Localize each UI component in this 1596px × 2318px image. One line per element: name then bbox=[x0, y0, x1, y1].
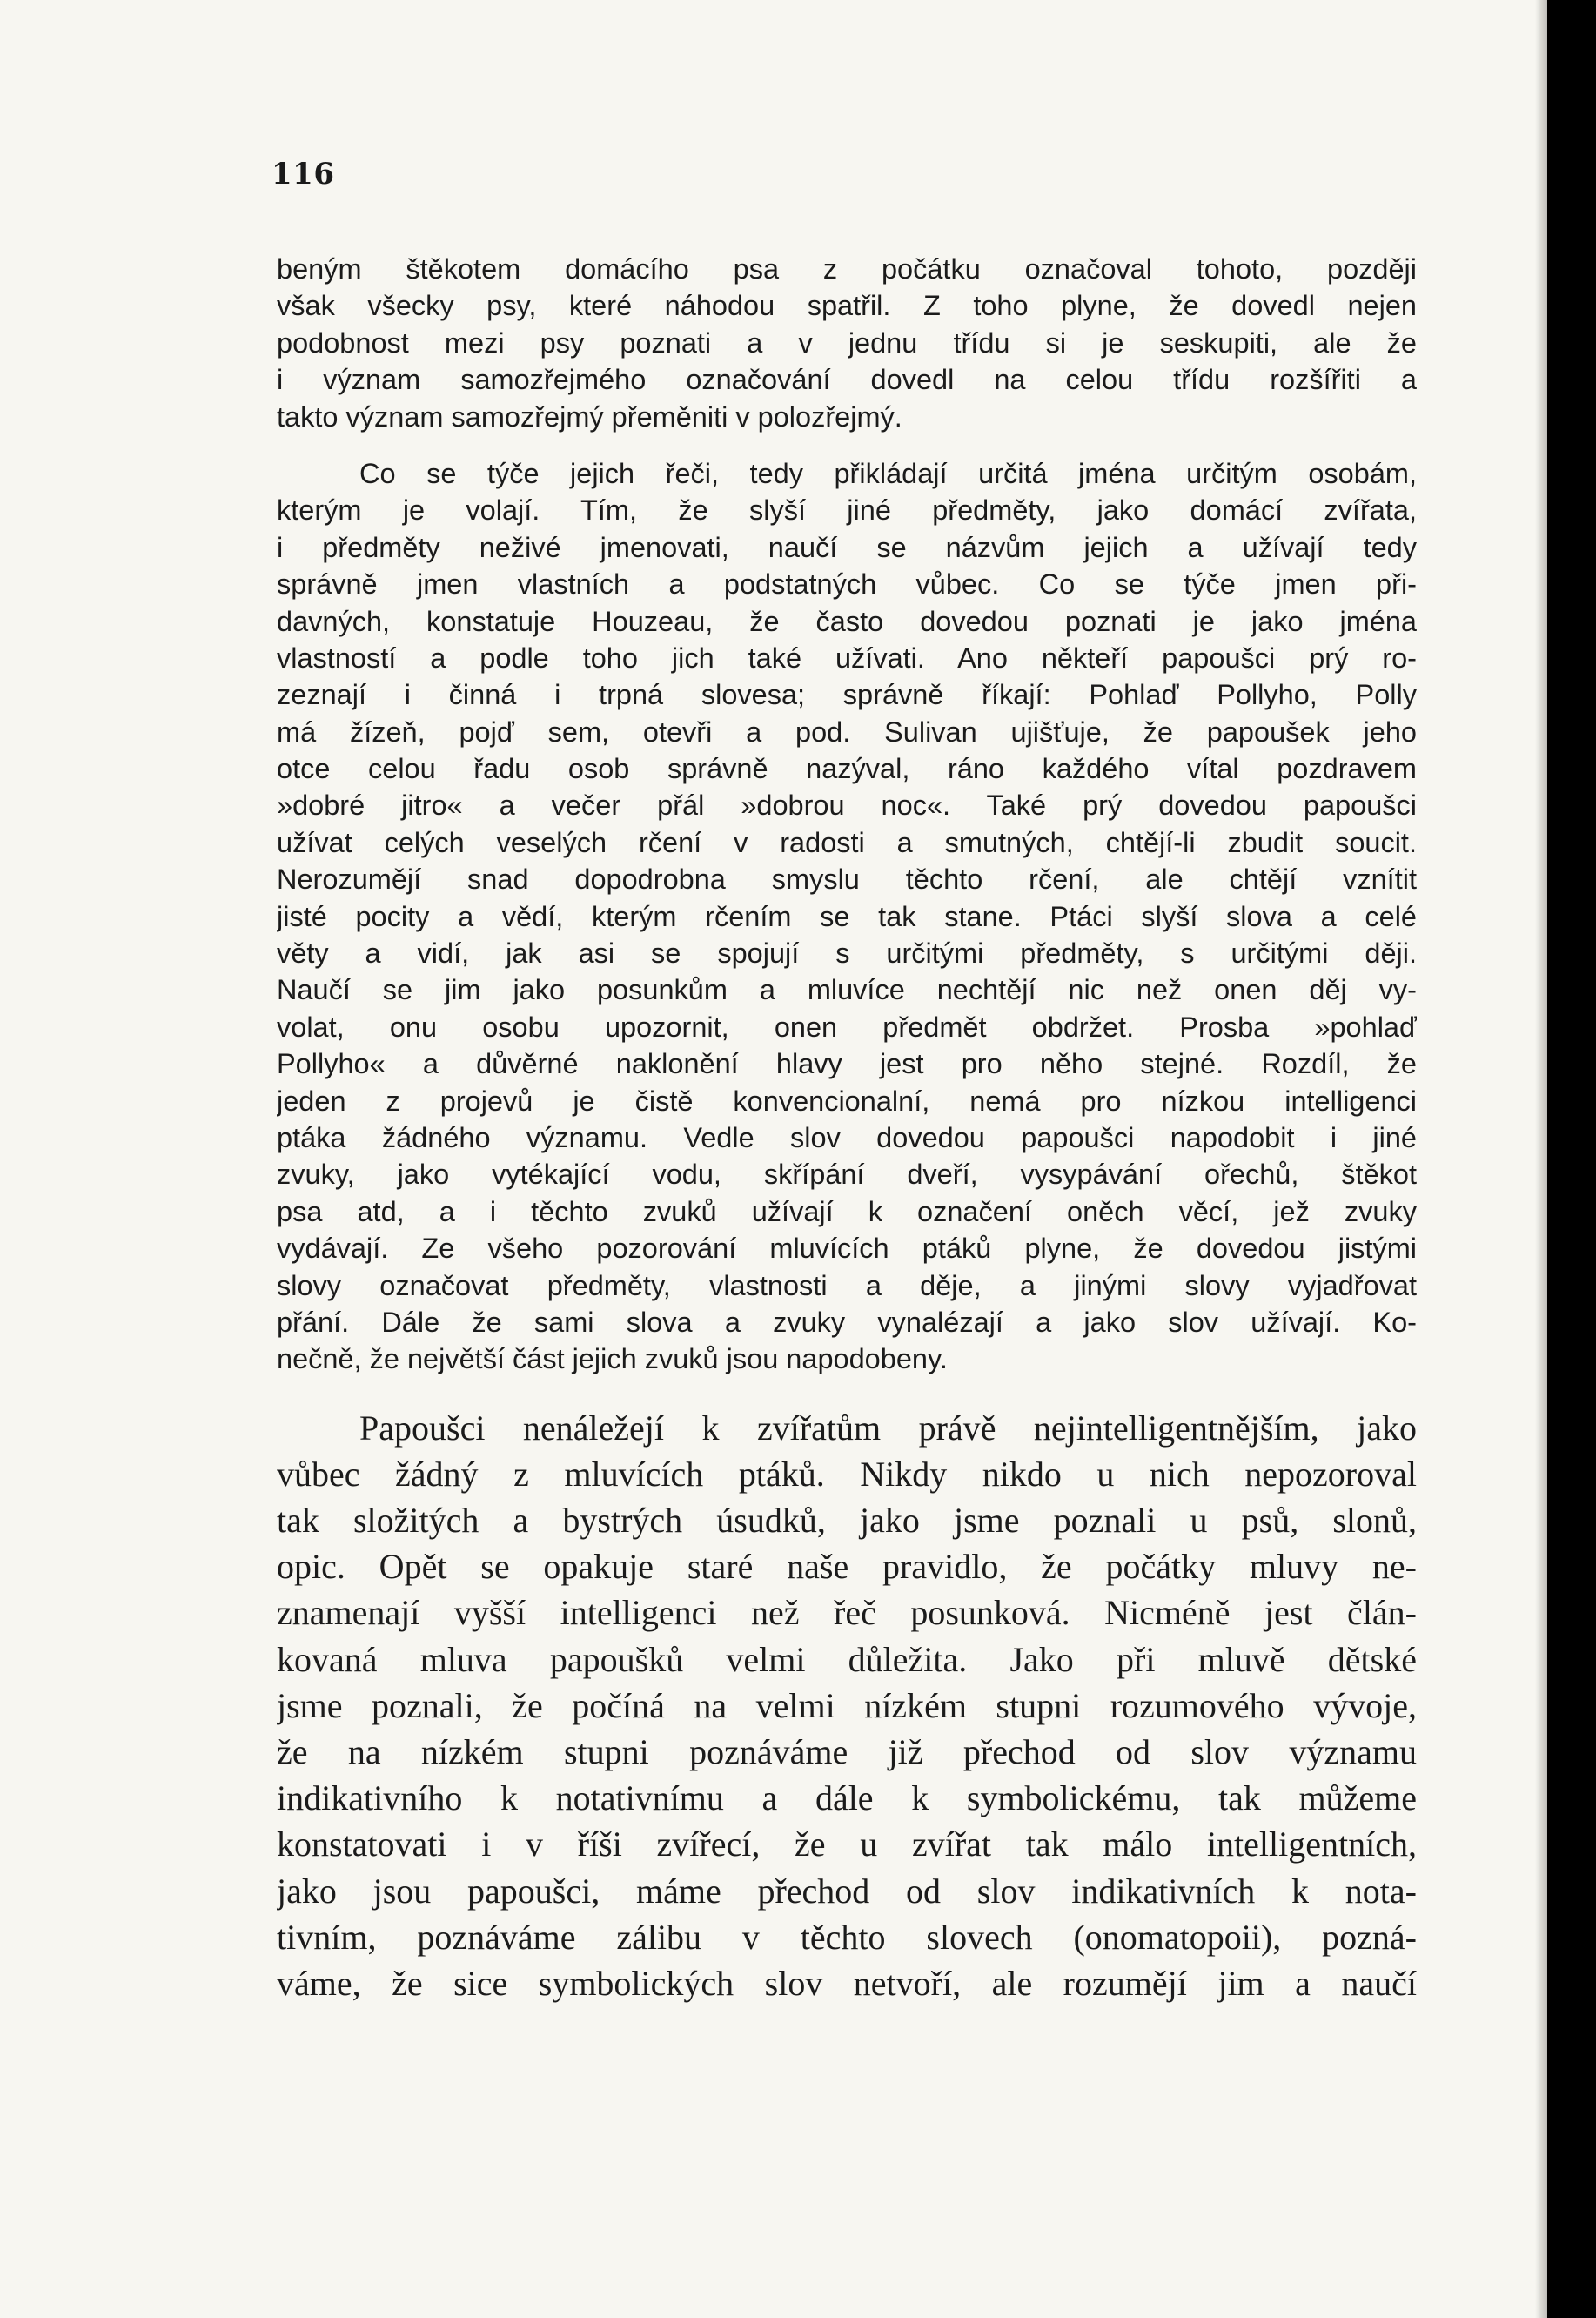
text-line: jako jsou papoušci, máme přechod od slov indikativních k nota- bbox=[277, 1871, 1417, 1911]
text-line: vydávají. Ze všeho pozorování mluvících ptáků plyne, že dovedou jistými bbox=[277, 1233, 1417, 1265]
text-line: vlastností a podle toho jich také užívati. Ano někteří papoušci prý ro- bbox=[277, 642, 1417, 674]
text-line: psa atd, a i těchto zvuků užívají k označení oněch věcí, jež zvuky bbox=[277, 1195, 1417, 1227]
text-line: indikativního k notativnímu a dále k symbolickému, tak můžeme bbox=[277, 1778, 1417, 1818]
paragraph-gap bbox=[277, 435, 1417, 455]
text-line: podobnost mezi psy poznati a v jednu třídu si je seskupiti, ale že bbox=[277, 326, 1417, 359]
paragraph-gap bbox=[277, 1378, 1417, 1405]
text-line: Nerozumějí snad dopodrobna smyslu těchto rčení, ale chtějí vznítit bbox=[277, 863, 1417, 896]
text-line: má žízeň, pojď sem, otevři a pod. Sulivan ujišťuje, že papoušek jeho bbox=[277, 716, 1417, 748]
text-line: otce celou řadu osob správně nazýval, ráno každého vítal pozdravem bbox=[277, 753, 1417, 785]
text-line: váme, že sice symbolických slov netvoří, ale rozumějí jim a naučí bbox=[277, 1963, 1417, 2003]
paragraph-3 bbox=[277, 1405, 1417, 2006]
page-number: 116 bbox=[272, 157, 335, 191]
text-line: znamenají vyšší intelligenci než řeč posunková. Nicméně jest člán- bbox=[277, 1593, 1417, 1633]
text-line: jeden z projevů je čistě konvencionalní, nemá pro nízkou intelligenci bbox=[277, 1085, 1417, 1117]
text-line: správně jmen vlastních a podstatných vůbec. Co se týče jmen při- bbox=[277, 568, 1417, 601]
text-line: Pollyho« a důvěrné naklonění hlavy jest pro něho stejné. Rozdíl, že bbox=[277, 1048, 1417, 1080]
text-line: Co se týče jejich řeči, tedy přikládají určitá jména určitým osobám, bbox=[359, 457, 1417, 489]
text-line: tak složitých a bystrých úsudků, jako jsme poznali u psů, slonů, bbox=[277, 1501, 1417, 1541]
text-line: jisté pocity a vědí, kterým rčením se tak stane. Ptáci slyší slova a celé bbox=[277, 900, 1417, 932]
text-line: volat, onu osobu upozornit, onen předmět obdržet. Prosba »pohlaď bbox=[277, 1011, 1417, 1043]
text-line: »dobré jitro« a večer přál »dobrou noc«. Také prý dovedou papoušci bbox=[277, 789, 1417, 822]
text-line: užívat celých veselých rčení v radosti a smutných, chtějí-li zbudit soucit. bbox=[277, 826, 1417, 858]
text-line: přání. Dále že sami slova a zvuky vynalézají a jako slov užívají. Ko- bbox=[277, 1306, 1417, 1338]
text-line: kterým je volají. Tím, že slyší jiné předměty, jako domácí zvířata, bbox=[277, 494, 1417, 527]
text-line: konstatovati i v říši zvířecí, že u zvířat tak málo intelligentních, bbox=[277, 1824, 1417, 1864]
paragraph-1 bbox=[277, 251, 1417, 435]
page-body bbox=[277, 251, 1417, 2006]
text-line: Naučí se jim jako posunkům a mluvíce nechtějí nic než onen děj vy- bbox=[277, 974, 1417, 1006]
text-line: takto význam samozřejmý přeměniti v polozřejmý. bbox=[277, 400, 902, 433]
text-line: jsme poznali, že počíná na velmi nízkém stupni rozumového vývoje, bbox=[277, 1685, 1417, 1725]
text-line: i význam samozřejmého označování dovedl na celou třídu rozšířiti a bbox=[277, 364, 1417, 396]
text-line: zeznají i činná i trpná slovesa; správně říkají: Pohlaď Pollyho, Polly bbox=[277, 679, 1417, 711]
text-line: nečně, že největší část jejich zvuků jsou napodobeny. bbox=[277, 1343, 948, 1375]
text-line: vůbec žádný z mluvících ptáků. Nikdy nikdo u nich nepozoroval bbox=[277, 1454, 1417, 1494]
text-line: davných, konstatuje Houzeau, že často dovedou poznati je jako jména bbox=[277, 605, 1417, 637]
text-line: slovy označovat předměty, vlastnosti a děje, a jinými slovy vyjadřovat bbox=[277, 1269, 1417, 1301]
text-line: i předměty neživé jmenovati, naučí se názvům jejich a užívají tedy bbox=[277, 531, 1417, 563]
text-line: však všecky psy, které náhodou spatřil. Z toho plyne, že dovedl nejen bbox=[277, 290, 1417, 322]
text-line: že na nízkém stupni poznáváme již přechod od slov významu bbox=[277, 1732, 1417, 1772]
text-line: tivním, poznáváme zálibu v těchto slovech (onomatopoii), pozná- bbox=[277, 1917, 1417, 1957]
paragraph-2 bbox=[277, 455, 1417, 1378]
page-edge-shadow bbox=[1535, 0, 1547, 2318]
text-line: Papoušci nenáležejí k zvířatům právě nejintelligentnějším, jako bbox=[359, 1408, 1417, 1448]
text-line: ptáka žádného významu. Vedle slov dovedou papoušci napodobit i jiné bbox=[277, 1121, 1417, 1153]
text-line: věty a vidí, jak asi se spojují s určitými předměty, s určitými ději. bbox=[277, 937, 1417, 970]
text-line: kovaná mluva papoušků velmi důležita. Jako při mluvě dětské bbox=[277, 1639, 1417, 1679]
text-line: beným štěkotem domácího psa z počátku označoval tohoto, později bbox=[277, 253, 1417, 285]
text-line: zvuky, jako vytékající vodu, skřípání dveří, vysypávání ořechů, štěkot bbox=[277, 1159, 1417, 1191]
text-line: opic. Opět se opakuje staré naše pravidlo, že počátky mluvy ne- bbox=[277, 1547, 1417, 1587]
